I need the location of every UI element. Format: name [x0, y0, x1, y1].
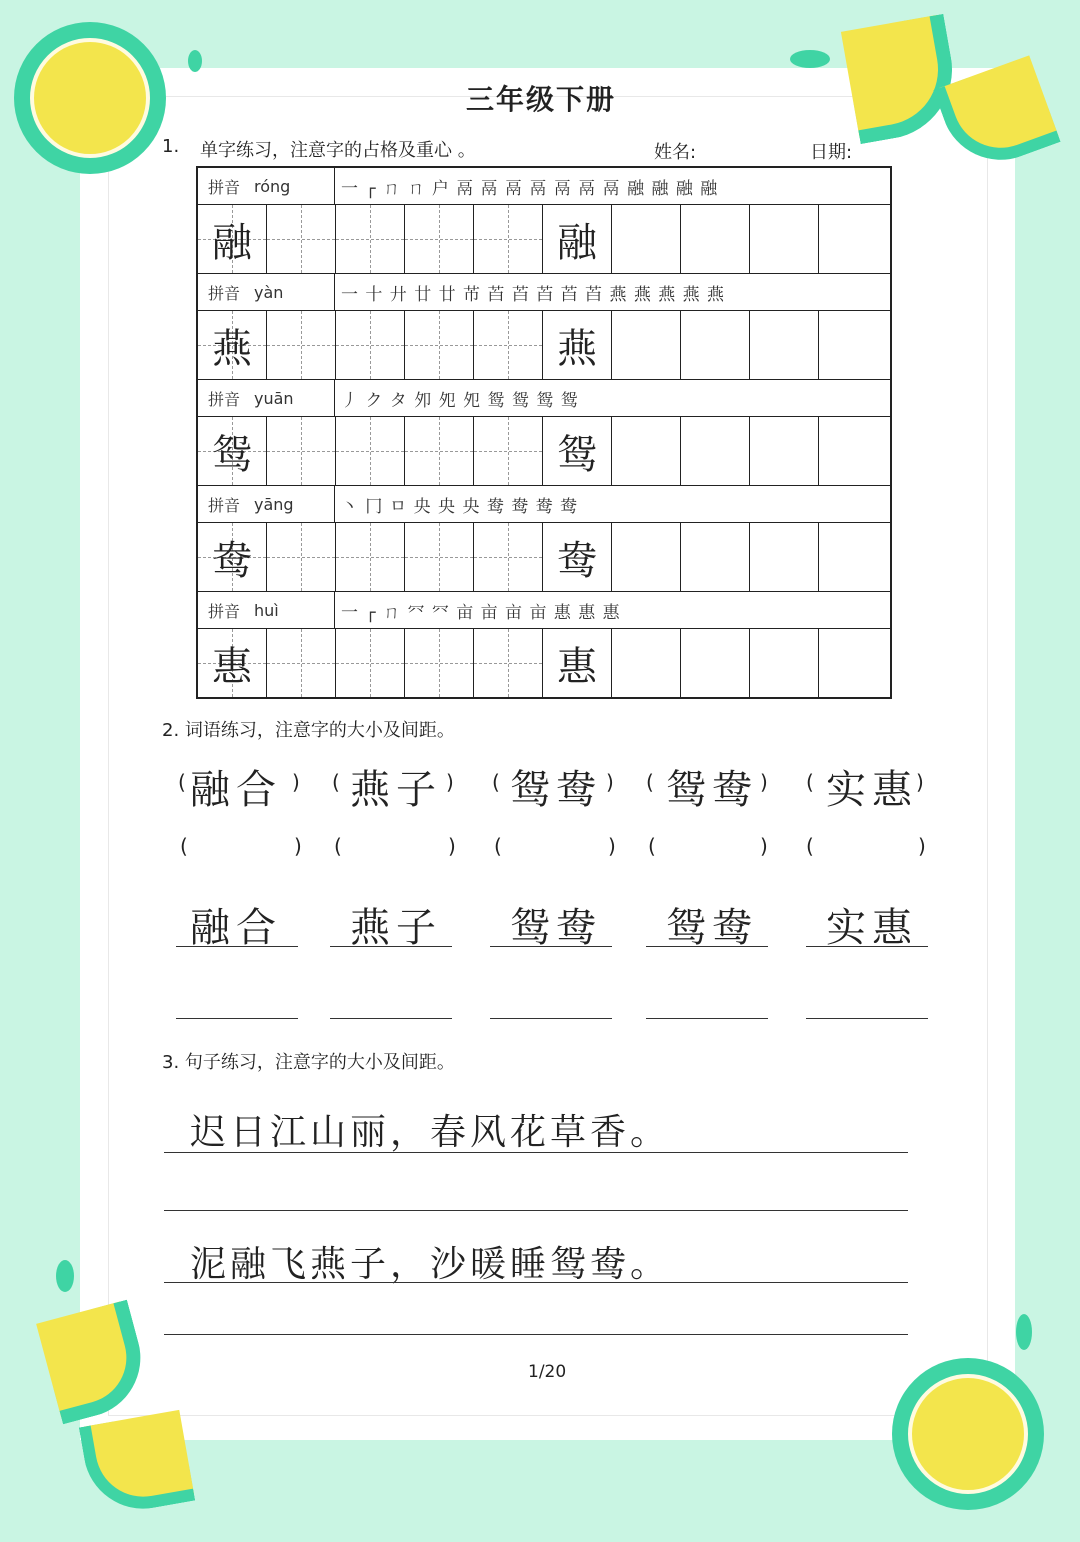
tian-grid-cell[interactable] — [336, 523, 405, 591]
writing-row — [198, 205, 890, 274]
pinyin-label: 拼音 — [208, 601, 241, 621]
model-char: 融 — [212, 219, 252, 266]
paren-open: ( — [494, 834, 502, 858]
pinyin-value: yāng — [254, 494, 294, 514]
tian-grid-cell[interactable] — [405, 523, 474, 591]
tian-grid-cell[interactable] — [474, 311, 543, 379]
sentence-underline — [164, 1282, 908, 1283]
blank-cell[interactable] — [612, 523, 681, 591]
tian-grid-cell[interactable] — [405, 311, 474, 379]
pinyin-row — [198, 486, 890, 523]
word-write-line[interactable] — [646, 1018, 768, 1019]
watermelon-flesh-bottom-right — [908, 1374, 1028, 1494]
paren-open: ( — [492, 770, 500, 794]
blank-cell[interactable] — [681, 629, 750, 697]
blank-cell[interactable] — [750, 629, 819, 697]
trace-char-cell — [543, 311, 612, 379]
pinyin-value: huì — [254, 600, 279, 620]
trace-char: 融 — [557, 219, 597, 266]
date-label: 日期: — [810, 142, 853, 163]
word-model: 实惠 — [826, 767, 918, 813]
blank-cell[interactable] — [612, 629, 681, 697]
trace-char: 鸯 — [557, 537, 597, 584]
page-title: 三年级下册 — [466, 84, 617, 116]
tian-grid-cell[interactable] — [267, 523, 336, 591]
model-char-cell — [198, 311, 267, 379]
tian-grid-cell[interactable] — [405, 205, 474, 273]
writing-row — [198, 629, 890, 697]
trace-char-cell — [543, 417, 612, 485]
leaf-left — [56, 1260, 74, 1292]
blank-cell[interactable] — [681, 205, 750, 273]
pinyin-cell — [198, 380, 335, 416]
paren-close: ) — [760, 834, 768, 858]
blank-cell[interactable] — [612, 311, 681, 379]
paren-open: ( — [178, 770, 186, 794]
section1-title: 单字练习，注意字的占格及重心 。 — [200, 140, 476, 161]
pinyin-value: yàn — [254, 282, 284, 302]
tian-grid-cell[interactable] — [474, 629, 543, 697]
paren-open: ( — [806, 770, 814, 794]
watermelon-flesh-top-left — [30, 38, 150, 158]
pinyin-value: róng — [254, 176, 291, 196]
blank-cell[interactable] — [612, 205, 681, 273]
tian-grid-cell[interactable] — [267, 311, 336, 379]
pinyin-value: yuān — [254, 388, 294, 408]
word-model: 鸳鸯 — [666, 767, 758, 813]
model-char-cell — [198, 417, 267, 485]
paren-open: ( — [646, 770, 654, 794]
word-model: 鸳鸯 — [510, 767, 602, 813]
page-number: 1/20 — [528, 1362, 567, 1382]
section1-number: 1. — [162, 136, 180, 157]
tian-grid-cell[interactable] — [336, 629, 405, 697]
sentence-write-line[interactable] — [164, 1210, 908, 1211]
trace-char: 惠 — [557, 643, 597, 690]
word-trace: 实惠 — [826, 905, 918, 951]
tian-grid-cell[interactable] — [474, 205, 543, 273]
pinyin-cell — [198, 592, 335, 628]
trace-char-cell — [543, 629, 612, 697]
sentence-model: 泥融飞燕子，沙暖睡鸳鸯。 — [190, 1244, 671, 1285]
trace-char-cell — [543, 205, 612, 273]
paren-close: ) — [446, 770, 454, 794]
pinyin-label: 拼音 — [208, 389, 241, 409]
stroke-order: 一 ┌ ㄇ ㄇ 户 鬲 鬲 鬲 鬲 鬲 鬲 鬲 融 融 融 融 — [341, 178, 719, 199]
word-underline — [176, 946, 298, 947]
paren-open: ( — [332, 770, 340, 794]
tian-grid-cell[interactable] — [336, 205, 405, 273]
pinyin-cell — [198, 274, 335, 310]
word-model: 燕子 — [350, 767, 442, 813]
word-underline — [330, 946, 452, 947]
section3-title: 3. 句子练习，注意字的大小及间距。 — [162, 1052, 455, 1073]
tian-grid-cell[interactable] — [405, 629, 474, 697]
word-write-line[interactable] — [806, 1018, 928, 1019]
blank-cell[interactable] — [750, 523, 819, 591]
stroke-order: 丶 冂 ㅁ 央 央 央 鸯 鸯 鸯 鸯 — [341, 496, 579, 517]
paren-close: ) — [760, 770, 768, 794]
tian-grid-cell[interactable] — [336, 311, 405, 379]
word-write-line[interactable] — [330, 1018, 452, 1019]
character-practice-grid — [196, 166, 892, 699]
blank-cell[interactable] — [681, 311, 750, 379]
paren-open: ( — [806, 834, 814, 858]
tian-grid-cell[interactable] — [267, 205, 336, 273]
name-label: 姓名: — [654, 142, 697, 163]
paren-open: ( — [648, 834, 656, 858]
blank-cell[interactable] — [819, 417, 889, 485]
writing-row — [198, 311, 890, 380]
tian-grid-cell[interactable] — [267, 629, 336, 697]
paren-close: ) — [606, 770, 614, 794]
word-model: 融合 — [190, 767, 282, 813]
pinyin-row — [198, 592, 890, 629]
pinyin-label: 拼音 — [208, 495, 241, 515]
trace-char: 燕 — [557, 325, 597, 372]
writing-row — [198, 417, 890, 486]
paren-close: ) — [916, 770, 924, 794]
paren-close: ) — [608, 834, 616, 858]
pinyin-label: 拼音 — [208, 283, 241, 303]
sentence-write-line[interactable] — [164, 1334, 908, 1335]
tian-grid-cell[interactable] — [405, 417, 474, 485]
watermelon-slice-bottom-left-2 — [79, 1410, 195, 1518]
leaf-right — [1016, 1314, 1032, 1350]
model-char: 燕 — [212, 325, 252, 372]
blank-cell[interactable] — [681, 523, 750, 591]
word-trace: 鸳鸯 — [666, 905, 758, 951]
trace-char: 鸳 — [557, 431, 597, 478]
word-trace: 燕子 — [350, 905, 442, 951]
paren-open: ( — [334, 834, 342, 858]
blank-cell[interactable] — [819, 205, 889, 273]
paren-close: ) — [448, 834, 456, 858]
word-write-line[interactable] — [176, 1018, 298, 1019]
model-char-cell — [198, 629, 267, 697]
paren-close: ) — [918, 834, 926, 858]
paren-close: ) — [292, 770, 300, 794]
model-char: 惠 — [212, 643, 252, 690]
tian-grid-cell[interactable] — [474, 417, 543, 485]
word-underline — [646, 946, 768, 947]
tian-grid-cell[interactable] — [336, 417, 405, 485]
blank-cell[interactable] — [819, 311, 889, 379]
word-write-line[interactable] — [490, 1018, 612, 1019]
model-char: 鸯 — [212, 537, 252, 584]
stroke-order: 丿 ク タ 夘 夗 夗 鸳 鸳 鸳 鸳 — [341, 390, 579, 411]
trace-char-cell — [543, 523, 612, 591]
pinyin-row — [198, 380, 890, 417]
paren-close: ) — [294, 834, 302, 858]
stroke-order: 一 ┌ ㄇ 㓁 㓁 亩 亩 亩 亩 惠 惠 惠 — [341, 602, 621, 623]
word-underline — [490, 946, 612, 947]
blank-cell[interactable] — [750, 311, 819, 379]
pinyin-cell — [198, 486, 335, 522]
model-char: 鸳 — [212, 431, 252, 478]
pinyin-cell — [198, 168, 335, 204]
word-trace: 融合 — [190, 905, 282, 951]
section2-title: 2. 词语练习，注意字的大小及间距。 — [162, 720, 455, 741]
paren-open: ( — [180, 834, 188, 858]
writing-row — [198, 523, 890, 592]
sentence-model: 迟日江山丽，春风花草香。 — [190, 1112, 671, 1153]
pinyin-row — [198, 274, 890, 311]
leaf-top — [790, 50, 830, 68]
blank-cell[interactable] — [819, 629, 889, 697]
model-char-cell — [198, 523, 267, 591]
blank-cell[interactable] — [681, 417, 750, 485]
word-underline — [806, 946, 928, 947]
tian-grid-cell[interactable] — [267, 417, 336, 485]
pinyin-label: 拼音 — [208, 177, 241, 197]
model-char-cell — [198, 205, 267, 273]
stroke-order: 一 十 廾 廿 廿 芇 苩 苩 苩 苩 苩 燕 燕 燕 燕 燕 — [341, 284, 726, 305]
word-trace: 鸳鸯 — [510, 905, 602, 951]
pinyin-row — [198, 168, 890, 205]
blank-cell[interactable] — [750, 417, 819, 485]
blank-cell[interactable] — [750, 205, 819, 273]
leaf-top-left — [188, 50, 202, 72]
blank-cell[interactable] — [819, 523, 889, 591]
blank-cell[interactable] — [612, 417, 681, 485]
tian-grid-cell[interactable] — [474, 523, 543, 591]
sentence-underline — [164, 1152, 908, 1153]
